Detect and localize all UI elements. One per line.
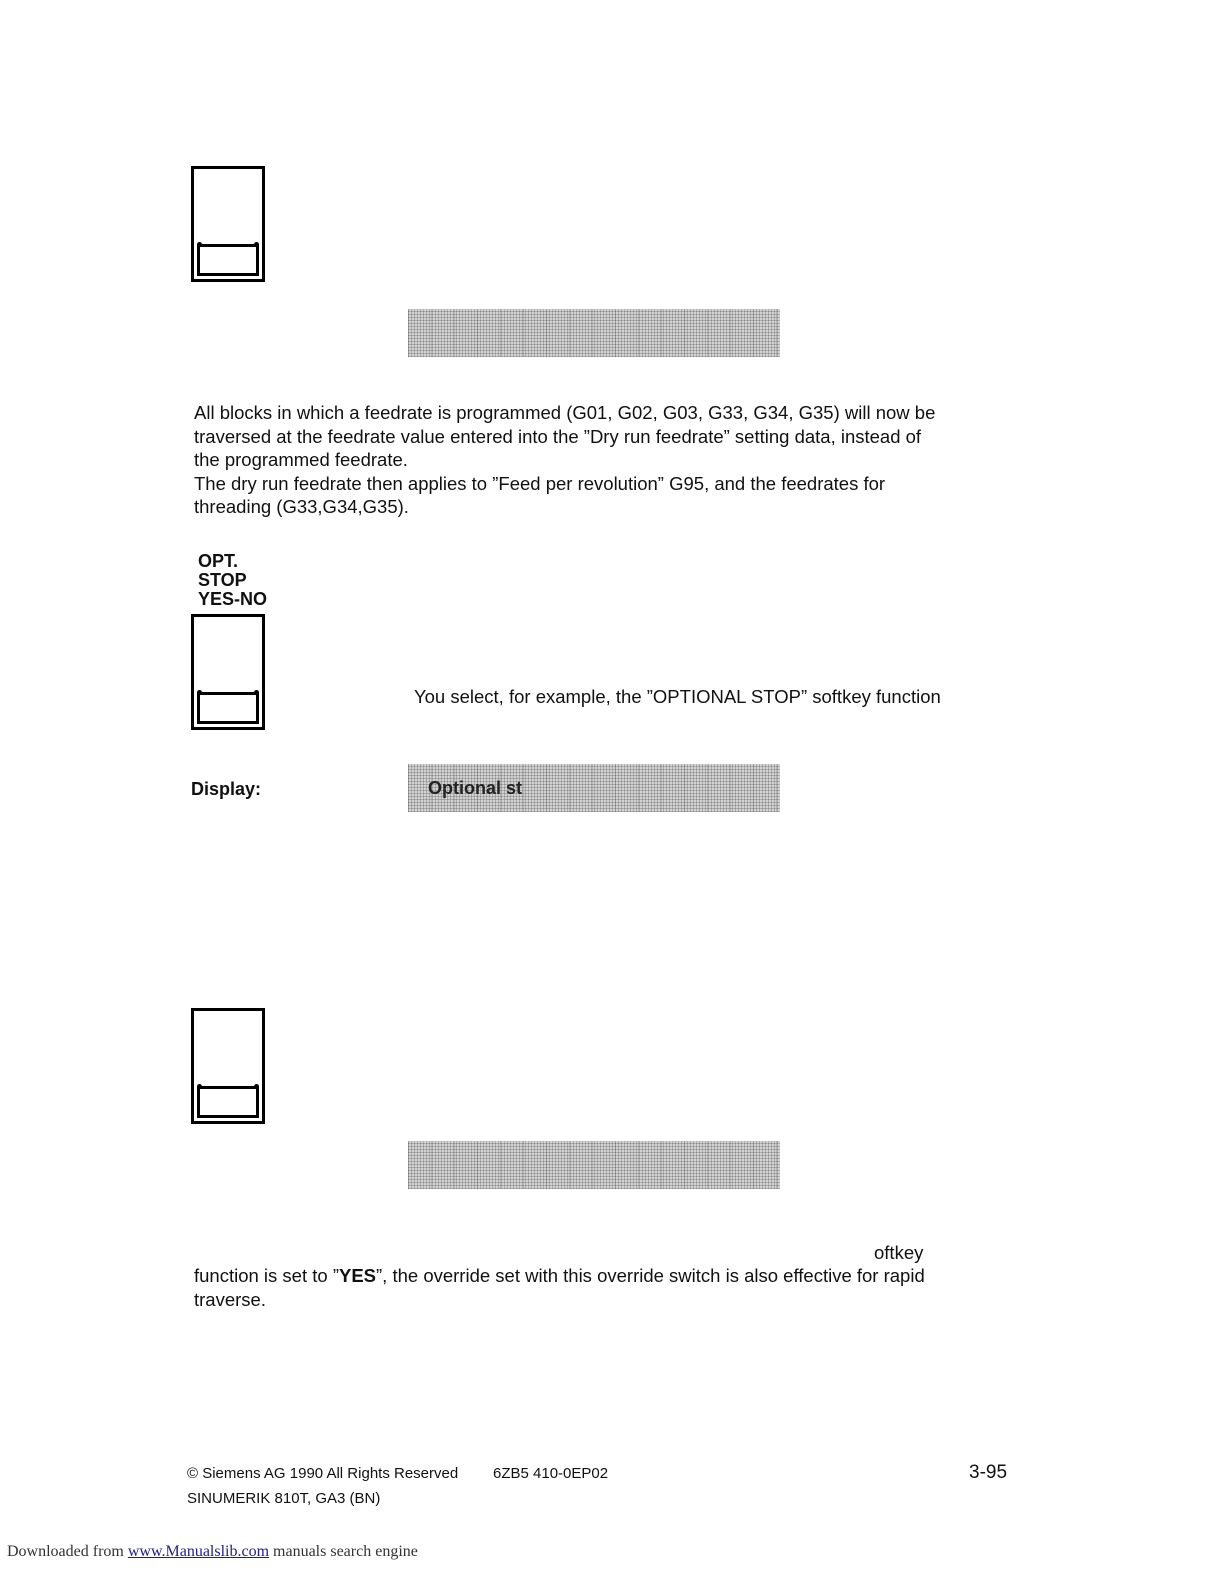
paragraph-line: The dry run feedrate then applies to ”Feed per revolution” G95, and the feedrates for xyxy=(194,472,886,494)
softkey-label-line: STOP xyxy=(198,570,247,590)
footer-product: SINUMERIK 810T, GA3 (BN) xyxy=(187,1490,381,1507)
line-suffix: ”, the override set with this override switch is also effective for rapid xyxy=(376,1265,925,1286)
paragraph-line: the programmed feedrate. xyxy=(194,449,408,470)
paragraph-line xyxy=(194,1264,994,1288)
softkey-1[interactable] xyxy=(191,166,265,282)
paragraph-line: traverse. xyxy=(194,1288,266,1310)
display-label: Display: xyxy=(191,779,262,799)
download-note xyxy=(7,1543,418,1561)
display-screen-2 xyxy=(408,764,780,812)
display-screen-3 xyxy=(408,1141,780,1189)
display-screen-1 xyxy=(408,309,780,357)
download-prefix: Downloaded from xyxy=(7,1543,128,1560)
softkey-3-button-face xyxy=(197,1086,259,1118)
softkey-opt-stop[interactable] xyxy=(191,614,265,730)
softkey-2-button-face xyxy=(197,692,259,724)
dry-run-paragraph xyxy=(194,401,994,519)
instruction-text: You select, for example, the ”OPTIONAL STOP” softkey function xyxy=(414,686,941,707)
yes-bold-text: YES xyxy=(338,1265,377,1286)
footer-copyright: © Siemens AG 1990 All Rights Reserved xyxy=(187,1465,459,1482)
footer-order-number: 6ZB5 410-0EP02 xyxy=(493,1465,609,1482)
manualslib-link[interactable]: www.Manualslib.com xyxy=(127,1543,270,1560)
download-suffix: manuals search engine xyxy=(269,1543,418,1560)
softkey-3[interactable] xyxy=(191,1008,265,1124)
paragraph-line: threading (G33,G34,G35). xyxy=(194,496,409,517)
softkey-2-label xyxy=(198,552,267,609)
softkey-label-line: YES-NO xyxy=(198,589,268,609)
display-screen-text: Optional st xyxy=(428,778,522,798)
page-number: 3-95 xyxy=(969,1462,1008,1483)
paragraph-line: All blocks in which a feedrate is programmed (G01, G02, G03, G33, G34, G35) will now be xyxy=(194,402,936,423)
rapid-override-paragraph xyxy=(194,1264,994,1311)
softkey-fragment-text: oftkey xyxy=(874,1242,924,1263)
softkey-1-button-face xyxy=(197,244,259,276)
paragraph-line: traversed at the feedrate value entered into the ”Dry run feedrate” setting data, instead of xyxy=(194,425,922,447)
line-prefix: function is set to ” xyxy=(194,1265,339,1286)
softkey-label-line: OPT. xyxy=(198,551,239,571)
